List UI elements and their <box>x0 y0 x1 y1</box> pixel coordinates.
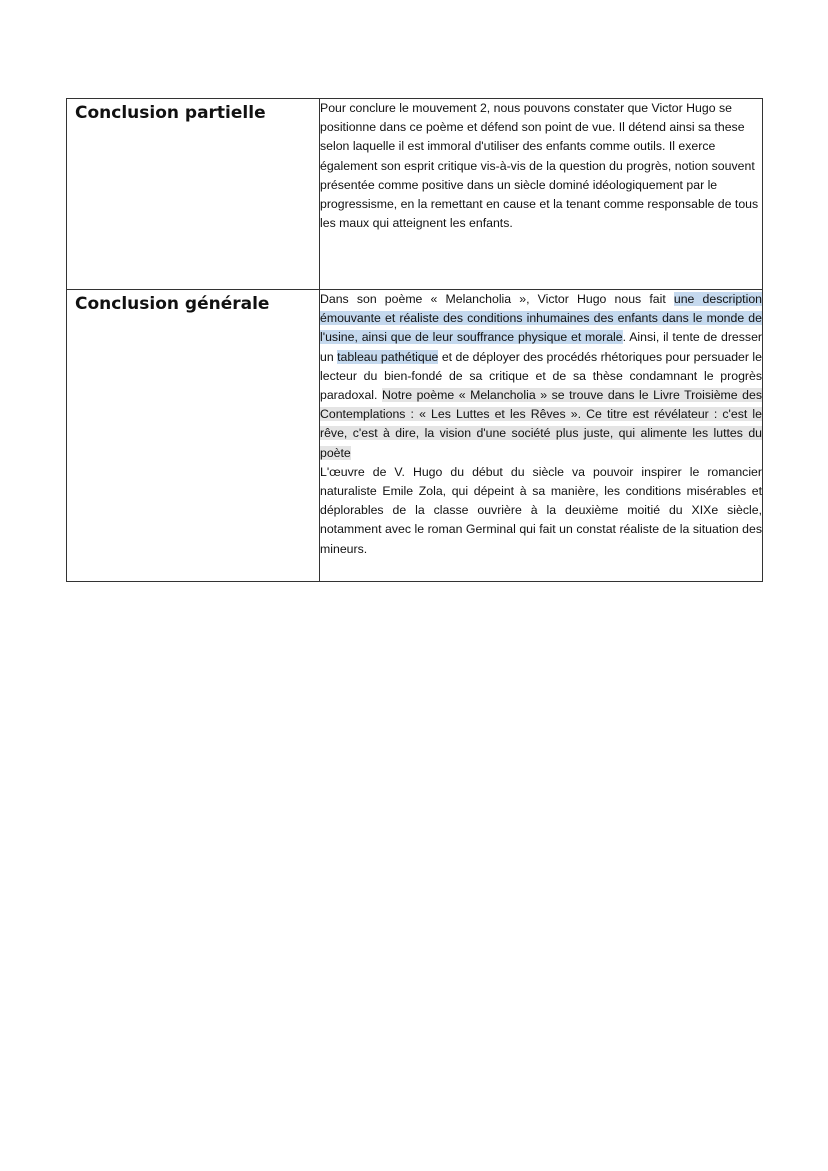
highlighted-text: une description émouvante et réaliste des conditions inhumaines des enfants dans le monde de l'usine, ainsi que de leur souffrance physique et morale <box>320 292 762 345</box>
row-heading: Conclusion partielle <box>75 103 266 123</box>
general-conclusion-paragraph <box>320 290 762 463</box>
text-cell <box>320 99 763 290</box>
conclusion-table <box>66 98 763 582</box>
label-cell <box>67 99 320 290</box>
text-span: Dans son poème « Melancholia », Victor Hugo nous fait <box>320 292 674 306</box>
partial-conclusion-text: Pour conclure le mouvement 2, nous pouvons constater que Victor Hugo se positionne dans ce poème et défend son point de vue. Il détend ainsi sa these selon laquelle il est immoral d'utiliser des enfants comme outils. Il exerce également son esprit critique vis-à-vis de la question du progrès, notion souvent présentée comme positive dans un siècle dominé idéologiquement par le progressisme, en la remettant en cause et la tenant comme responsable de tous les maux qui atteignent les enfants. <box>320 101 759 231</box>
highlighted-text: Notre poème « Melancholia » se trouve dans le Livre Troisième des Contemplations : « Les Luttes et les Rêves ». Ce titre est révélateur : c'est le rêve, c'est à dire, la vision d'une société plus juste, qui alimente les luttes du poète <box>320 388 763 460</box>
text-cell <box>320 290 763 582</box>
label-cell <box>67 290 320 582</box>
table-row <box>67 99 763 290</box>
text-span: . Ainsi, il tente de dresser un <box>320 330 762 364</box>
highlighted-text: tableau pathétique <box>337 349 439 364</box>
row-heading: Conclusion générale <box>75 294 270 314</box>
text-span: et de déployer des procédés rhétoriques pour persuader le lecteur du bien-fondé de sa critique et de sa thèse condamnant le progrès paradoxal. <box>320 349 762 403</box>
table-row <box>67 290 763 582</box>
zola-paragraph: L'œuvre de V. Hugo du début du siècle va pouvoir inspirer le romancier naturaliste Emile Zola, qui dépeint à sa manière, les conditions misérables et déplorables de la classe ouvrière à la deuxième moitié du XIXe siècle, notamment avec le roman Germinal qui fait un constat réaliste de la situation des mineurs. <box>320 464 762 556</box>
